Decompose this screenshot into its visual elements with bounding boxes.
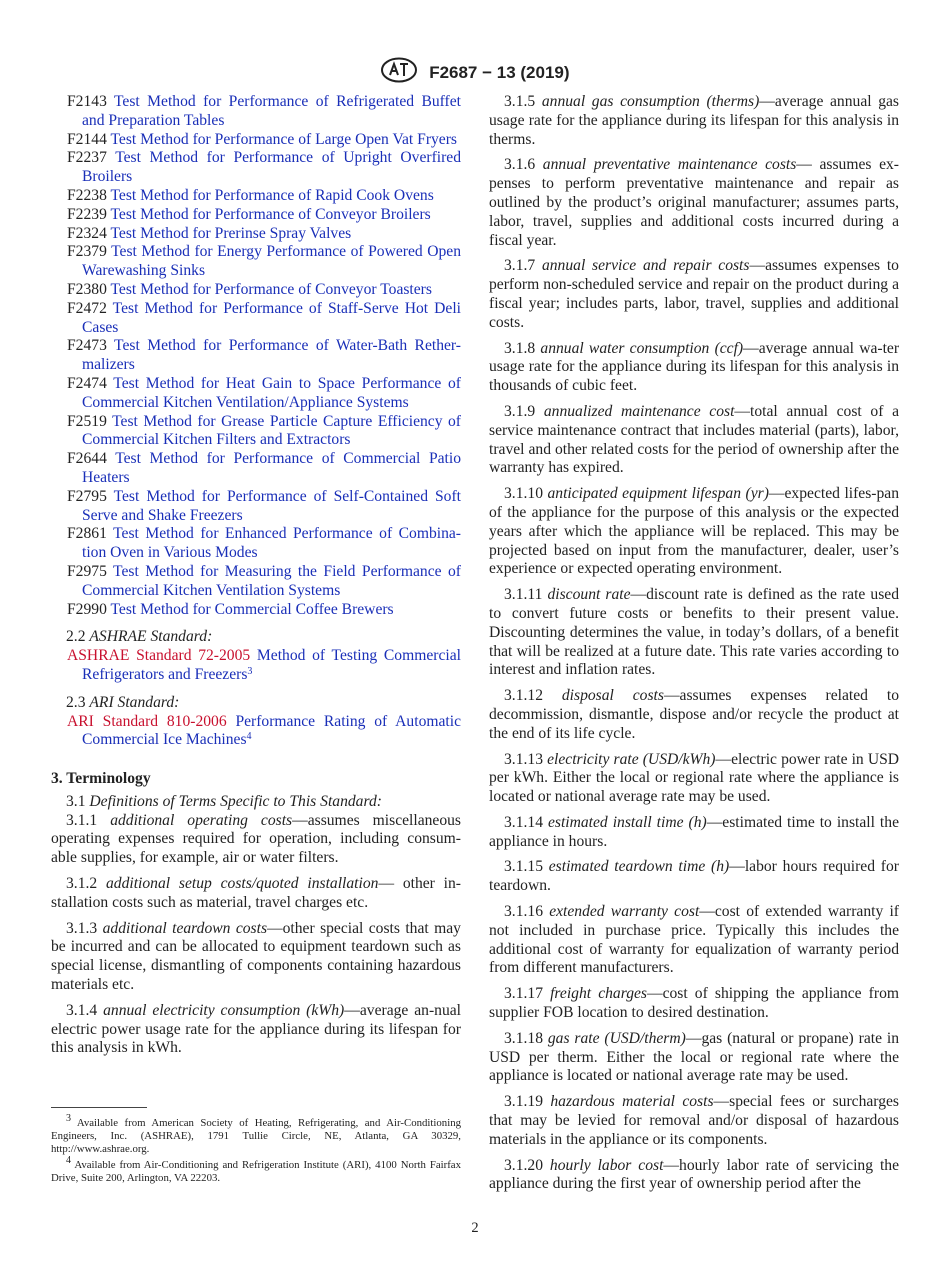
reference-link[interactable]: Test Method for Commercial Coffee Brewers bbox=[110, 600, 394, 618]
reference-link[interactable]: Test Method for Heat Gain to Space Performance of Commercial Kitchen Ventilation/Appliance Systems bbox=[82, 374, 461, 411]
reference-code: F2644 bbox=[67, 450, 107, 468]
reference-code: F2237 bbox=[67, 149, 107, 167]
footnote-text: Available from American Society of Heating, Refrigerating, and Air-Conditioning Engineers, Inc. (ASHRAE), 1791 Tullie Circle, NE, Atlanta, GA 30329, http://www.ashrae.org. bbox=[51, 1117, 461, 1156]
reference-link[interactable]: Test Method for Performance of Staff-Serve Hot Deli Cases bbox=[82, 299, 461, 336]
definition-term: hourly labor cost bbox=[549, 1156, 664, 1174]
reference-code: F2143 bbox=[67, 93, 107, 110]
definition-term: annualized maintenance cost bbox=[543, 402, 735, 420]
referenced-documents-list bbox=[51, 93, 461, 619]
reference-item[interactable] bbox=[51, 243, 461, 281]
definition-item bbox=[489, 814, 899, 852]
definition-text: —estimated time to install the appliance in hours. bbox=[489, 813, 899, 850]
reference-link[interactable]: Test Method for Measuring the Field Performance of Commercial Kitchen Ventilation Systems bbox=[82, 562, 461, 599]
definition-text: —average annual gas usage rate for the appliance during its lifespan for this analysis in therms. bbox=[489, 93, 900, 148]
definition-number: 3.1.4 bbox=[66, 1001, 98, 1019]
ashrae-heading: ASHRAE Standard: bbox=[89, 628, 213, 646]
footnote-item bbox=[51, 1113, 461, 1157]
reference-link[interactable]: Test Method for Performance of Conveyor Broilers bbox=[110, 205, 431, 223]
footnote-mark: 3 bbox=[66, 1113, 71, 1124]
reference-item[interactable] bbox=[51, 131, 461, 150]
reference-code: F2380 bbox=[67, 280, 107, 298]
footnote-item bbox=[51, 1154, 462, 1185]
reference-item[interactable] bbox=[51, 601, 461, 620]
ashrae-standard-title-link[interactable]: Method of Testing Commercial Refrigerators and Freezers bbox=[82, 647, 461, 683]
definition-item bbox=[489, 586, 899, 680]
definition-text: —assumes expenses to perform non-scheduled service and repair on the product during a fiscal year; includes parts, labor, travel, supplies and additional costs. bbox=[489, 257, 899, 331]
reference-link[interactable]: Test Method for Performance of Water-Bath Rether-malizers bbox=[82, 337, 462, 374]
reference-item[interactable] bbox=[51, 300, 461, 338]
definition-term: disposal costs bbox=[561, 687, 664, 705]
reference-item[interactable] bbox=[51, 413, 461, 451]
definition-item bbox=[489, 156, 899, 250]
reference-item[interactable] bbox=[51, 281, 461, 300]
definition-text: —assumes miscellaneous operating expenses required for operation, including consum-able supplies, for example, air or water filters. bbox=[51, 811, 462, 867]
definition-item bbox=[489, 985, 899, 1023]
reference-link[interactable]: Test Method for Performance of Refrigerated Buffet and Preparation Tables bbox=[82, 93, 461, 129]
reference-code: F2238 bbox=[67, 186, 107, 204]
definitions-intro bbox=[51, 793, 461, 812]
definition-number: 3.1.12 bbox=[504, 687, 543, 705]
footnote-mark: 4 bbox=[66, 1154, 71, 1166]
reference-code: F2144 bbox=[67, 130, 107, 148]
definition-text: — assumes ex-penses to perform preventative maintenance and repair as outlined by the product’s original manufacturer; assumes parts, labor, travel, supplies and additional costs incurred during a fiscal year. bbox=[489, 156, 899, 249]
definition-number: 3.1.10 bbox=[504, 485, 543, 503]
reference-link[interactable]: Test Method for Prerinse Spray Valves bbox=[110, 224, 352, 242]
reference-item[interactable] bbox=[51, 375, 461, 413]
reference-link[interactable]: Test Method for Performance of Self-Contained Soft Serve and Shake Freezers bbox=[82, 487, 461, 524]
ashrae-standard-code-link[interactable]: ASHRAE Standard 72-2005 bbox=[67, 647, 251, 665]
reference-link[interactable]: Test Method for Performance of Large Open Vat Fryers bbox=[110, 130, 457, 148]
footnote-ref-4[interactable]: 4 bbox=[246, 731, 252, 743]
definition-text: —special fees or surcharges that may be levied for removal and/or disposal of hazardous materials in the appliance or its components. bbox=[489, 1093, 900, 1148]
definition-number: 3.1.14 bbox=[504, 813, 543, 831]
definition-text: —electric power rate in USD per kWh. Either the local or regional rate where the appliance is located or national average rate may be used. bbox=[489, 750, 900, 806]
reference-item[interactable] bbox=[51, 525, 461, 563]
definition-item bbox=[51, 812, 461, 868]
definition-number: 3.1.16 bbox=[504, 903, 543, 921]
definition-text: —gas (natural or propane) rate in USD per therm. Either the local or regional rate where the appliance is located or national average rate may be used. bbox=[489, 1029, 900, 1085]
definition-number: 3.1.11 bbox=[504, 586, 543, 604]
ashrae-number: 2.2 bbox=[66, 628, 86, 646]
definition-item bbox=[489, 403, 899, 478]
definition-number: 3.1.15 bbox=[504, 858, 543, 876]
reference-item[interactable] bbox=[51, 450, 461, 488]
reference-link[interactable]: Test Method for Performance of Commercial Patio Heaters bbox=[82, 450, 462, 486]
reference-link[interactable]: Test Method for Energy Performance of Powered Open Warewashing Sinks bbox=[82, 243, 461, 280]
definition-item bbox=[51, 1002, 461, 1058]
reference-code: F2324 bbox=[67, 224, 107, 242]
definition-item bbox=[489, 858, 899, 896]
definitions-intro-number: 3.1 bbox=[66, 792, 86, 810]
definition-item bbox=[51, 920, 461, 995]
definition-item bbox=[489, 257, 899, 332]
footnote-text: Available from Air-Conditioning and Refrigeration Institute (ARI), 4100 North Fairfax Drive, Suite 200, Arlington, VA 22203. bbox=[51, 1158, 462, 1184]
ari-standard-item[interactable] bbox=[51, 713, 461, 751]
footnotes bbox=[51, 1113, 462, 1187]
definition-term: estimated install time (h) bbox=[547, 813, 707, 831]
definition-number: 3.1.9 bbox=[504, 402, 536, 420]
definition-text: —assumes expenses related to decommission, dismantle, dispose and/or recycle the product at the end of its life cycle. bbox=[489, 687, 899, 742]
definition-term: additional setup costs/quoted installation bbox=[106, 875, 379, 893]
definition-item bbox=[489, 93, 899, 149]
reference-link[interactable]: Test Method for Enhanced Performance of Combina-tion Oven in Various Modes bbox=[82, 525, 461, 562]
ari-standard-title-link[interactable]: Performance Rating of Automatic Commercial Ice Machines bbox=[82, 712, 461, 749]
definition-text: —total annual cost of a service maintenance contract that includes material (parts), labor, travel and other related costs for the period of ownership after the warranty has expired. bbox=[489, 402, 899, 477]
definition-text: —hourly labor rate of servicing the appliance during the first year of ownership period after the bbox=[489, 1156, 899, 1193]
terminology-heading: 3. Terminology bbox=[51, 770, 151, 788]
reference-code: F2474 bbox=[67, 374, 107, 392]
reference-item[interactable] bbox=[51, 225, 461, 244]
definition-term: hazardous material costs bbox=[550, 1093, 714, 1111]
definition-number: 3.1.8 bbox=[504, 339, 536, 357]
reference-code: F2861 bbox=[67, 525, 107, 543]
page-number: 2 bbox=[471, 1220, 479, 1236]
definition-number: 3.1.18 bbox=[504, 1029, 543, 1047]
definition-term: annual service and repair costs bbox=[541, 257, 750, 275]
reference-item[interactable] bbox=[51, 563, 461, 601]
definition-term: annual electricity consumption (kWh) bbox=[103, 1001, 345, 1019]
ari-number: 2.3 bbox=[66, 693, 86, 711]
reference-code: F2379 bbox=[67, 243, 107, 261]
definition-number: 3.1.7 bbox=[504, 257, 536, 275]
ashrae-standard-item[interactable] bbox=[51, 647, 461, 685]
left-column bbox=[51, 93, 461, 1065]
definition-term: additional operating costs bbox=[110, 811, 293, 829]
definition-item bbox=[489, 1093, 899, 1149]
definition-term: annual gas consumption (therms) bbox=[541, 93, 760, 110]
reference-link[interactable]: Test Method for Grease Particle Capture Efficiency of Commercial Kitchen Filters and Extractors bbox=[82, 412, 462, 449]
footnote-divider bbox=[51, 1107, 147, 1108]
definition-text: —average an-nual electric power usage rate for the appliance during its lifespan for this analysis in kWh. bbox=[51, 1001, 461, 1057]
right-column bbox=[489, 93, 899, 1201]
definition-text: —labor hours required for teardown. bbox=[489, 858, 899, 895]
reference-item[interactable] bbox=[51, 337, 461, 375]
definition-number: 3.1.1 bbox=[66, 811, 98, 829]
definition-text: —cost of shipping the appliance from supplier FOB location to desired destination. bbox=[489, 985, 899, 1022]
ari-subheading bbox=[66, 694, 461, 713]
definition-item bbox=[489, 903, 899, 978]
definition-item bbox=[51, 875, 461, 913]
definition-number: 3.1.17 bbox=[504, 985, 543, 1003]
definition-number: 3.1.13 bbox=[504, 750, 543, 768]
reference-code: F2473 bbox=[67, 337, 107, 355]
definition-number: 3.1.2 bbox=[66, 875, 98, 893]
ari-heading: ARI Standard: bbox=[89, 693, 180, 711]
definition-text: —discount rate is defined as the rate used to convert future costs or benefits to their present value. Discounting determines the value, in today’s dollars, of a benefit that will be realized at a future date. This rate varies according to interest and inflation rates. bbox=[489, 586, 899, 679]
reference-item[interactable] bbox=[51, 206, 461, 225]
definition-text: — other in-stallation costs such as material, travel charges etc. bbox=[51, 875, 461, 911]
definition-text: —cost of extended warranty if not included in purchase price. Typically this includes the additional cost of warranty for equalization of warranty period from different manufacturers. bbox=[489, 903, 899, 977]
definition-text: —expected lifes-pan of the appliance for the purpose of this analysis or the expected years after which the appliance will be replaced. This may be projected based on input from the manufacturer, dealer, user’s experience or expected operating environment. bbox=[489, 485, 899, 578]
reference-link[interactable]: Test Method for Performance of Upright Overfired Broilers bbox=[82, 149, 462, 186]
definitions-intro-text: Definitions of Terms Specific to This Standard: bbox=[89, 792, 382, 810]
reference-code: F2239 bbox=[67, 205, 107, 223]
page-header bbox=[0, 57, 950, 89]
reference-code: F2795 bbox=[67, 487, 107, 505]
reference-code: F2975 bbox=[67, 562, 107, 580]
definition-text: —other special costs that may be incurred and can be allocated to equipment teardown such as special license, dismantling of components containing hazardous materials etc. bbox=[51, 919, 461, 994]
definition-number: 3.1.20 bbox=[504, 1156, 543, 1174]
definition-term: additional teardown costs bbox=[102, 919, 268, 937]
definition-text: —average annual wa-ter usage rate for the appliance during its lifespan for this analysis in thousands of cubic feet. bbox=[489, 339, 900, 395]
definition-term: discount rate bbox=[547, 586, 631, 604]
definition-number: 3.1.19 bbox=[504, 1093, 543, 1111]
reference-link[interactable]: Test Method for Performance of Rapid Cook Ovens bbox=[110, 186, 434, 204]
reference-code: F2472 bbox=[67, 299, 107, 317]
definition-term: gas rate (USD/therm) bbox=[547, 1029, 686, 1047]
ashrae-subheading bbox=[66, 628, 461, 647]
definition-term: annual water consumption (ccf) bbox=[540, 339, 744, 357]
definition-item bbox=[489, 485, 899, 579]
astm-logo-icon bbox=[380, 57, 418, 89]
definition-number: 3.1.3 bbox=[66, 919, 98, 937]
definition-term: freight charges bbox=[550, 985, 647, 1003]
footnote-ref-3[interactable]: 3 bbox=[247, 665, 253, 677]
reference-code: F2519 bbox=[67, 412, 107, 430]
definition-term: electricity rate (USD/kWh) bbox=[547, 750, 716, 768]
definition-item bbox=[489, 1030, 899, 1086]
reference-item[interactable] bbox=[51, 187, 461, 206]
reference-item[interactable] bbox=[51, 149, 461, 187]
definition-item bbox=[489, 687, 899, 743]
reference-item[interactable] bbox=[51, 93, 461, 131]
ari-standard-code-link[interactable]: ARI Standard 810-2006 bbox=[67, 712, 227, 730]
reference-item[interactable] bbox=[51, 488, 461, 526]
definition-term: annual preventative maintenance costs bbox=[542, 156, 797, 174]
definition-item bbox=[489, 751, 899, 807]
reference-code: F2990 bbox=[67, 600, 107, 618]
definition-item bbox=[489, 340, 899, 396]
document-designation: F2687 − 13 (2019) bbox=[429, 63, 570, 82]
reference-link[interactable]: Test Method for Performance of Conveyor Toasters bbox=[110, 280, 432, 298]
definition-number: 3.1.5 bbox=[504, 93, 536, 110]
definition-term: estimated teardown time (h) bbox=[548, 858, 730, 876]
definition-number: 3.1.6 bbox=[504, 156, 536, 174]
definition-term: anticipated equipment lifespan (yr) bbox=[547, 485, 769, 503]
definition-term: extended warranty cost bbox=[549, 903, 700, 921]
definition-item bbox=[489, 1157, 899, 1195]
